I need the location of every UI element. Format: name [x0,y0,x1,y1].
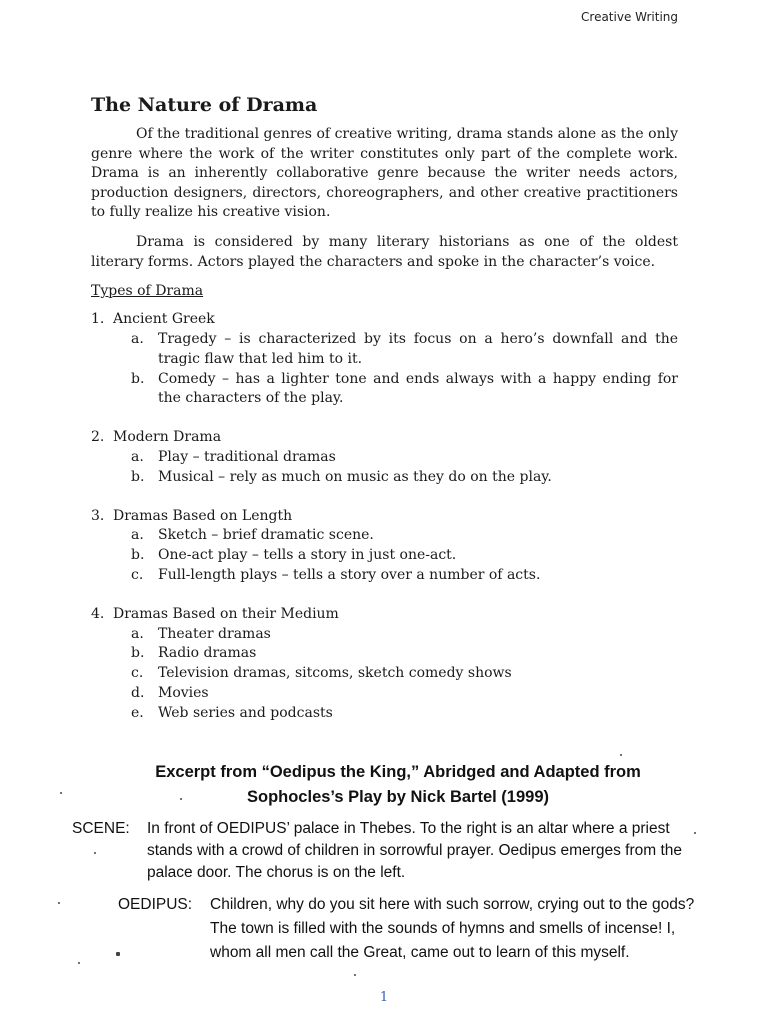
list-letter: b. [131,468,145,485]
drama-type-group [91,605,678,724]
types-list [91,310,678,723]
history-paragraph: Drama is considered by many literary historians as one of the oldest literary forms. Actors played the characters and spoke in the character’s voice. [91,233,678,270]
drama-type-label: Modern Drama [113,429,222,446]
excerpt-title [82,760,714,810]
list-item-text: Television dramas, sitcoms, sketch comedy shows [158,665,512,682]
speech-block [54,893,714,965]
list-number: 4. [91,605,105,622]
scan-speck [60,792,62,794]
list-item [91,625,678,645]
list-item-text: Radio dramas [158,645,257,662]
scan-speck [58,902,60,904]
scan-speck [694,832,696,834]
scan-speck [620,754,622,756]
list-item-text: Web series and podcasts [158,704,333,721]
list-letter: a. [131,625,144,642]
drama-type-heading [91,310,678,330]
list-letter: b. [131,370,145,387]
list-letter: e. [131,704,144,721]
list-item [91,526,678,546]
list-letter: d. [131,684,145,701]
list-item [91,468,678,488]
drama-type-label: Ancient Greek [113,311,215,328]
drama-type-heading [91,605,678,625]
list-item-text: Comedy – has a lighter tone and ends always with a happy ending for the characters of the play. [158,370,678,407]
scene-block [54,818,714,884]
drama-type-group [91,310,678,409]
types-heading: Types of Drama [91,283,204,300]
document-body [91,92,678,724]
speaker-label: OEDIPUS: [118,896,193,913]
list-number: 2. [91,429,105,446]
scan-speck [78,962,80,964]
excerpt-title-line-1: Excerpt from “Oedipus the King,” Abridged and Adapted from [155,763,641,781]
list-item [91,330,678,370]
intro-paragraph: Of the traditional genres of creative writing, drama stands alone as the only genre where the work of the writer constitutes only part of the complete work. Drama is an inherently collaborative genre because the writer needs actors, production designers, directors, choreographers, and other creative practitioners to fully realize his creative vision. [91,126,678,221]
list-letter: c. [131,665,144,682]
list-item-text: Movies [158,684,209,701]
list-item [91,448,678,468]
page-title: The Nature of Drama [91,94,318,116]
list-item [91,566,678,586]
scene-label: SCENE: [72,820,130,837]
list-item-text: Sketch – brief dramatic scene. [158,527,374,544]
scene-text: In front of OEDIPUS’ palace in Thebes. To the right is an altar where a priest stands with a crowd of children in sorrowful prayer. Oedipus emerges from the palace door. The chorus is on the left. [147,820,682,881]
drama-type-heading [91,507,678,527]
drama-type-group [91,507,678,586]
list-item-text: Musical – rely as much on music as they do on the play. [158,468,552,485]
list-item [91,684,678,704]
scan-speck [354,974,356,976]
list-item-text: One-act play – tells a story in just one-act. [158,547,457,564]
running-header: Creative Writing [581,10,678,24]
list-item [91,644,678,664]
excerpt-scan [54,752,714,982]
list-item-text: Full-length plays – tells a story over a number of acts. [158,566,541,583]
excerpt-title-line-2: Sophocles’s Play by Nick Bartel (1999) [246,788,550,806]
drama-type-group [91,428,678,487]
list-number: 1. [91,311,105,328]
list-letter: a. [131,330,144,347]
list-item-text: Theater dramas [158,625,271,642]
drama-type-label: Dramas Based on Length [113,507,293,524]
list-letter: a. [131,527,144,544]
list-item-text: Play – traditional dramas [158,448,336,465]
list-item [91,546,678,566]
list-item [91,370,678,410]
list-letter: a. [131,448,144,465]
list-number: 3. [91,507,105,524]
drama-type-label: Dramas Based on their Medium [113,605,339,622]
list-letter: b. [131,645,145,662]
page-number: 1 [379,990,389,1005]
list-item-text: Tragedy – is characterized by its focus on a hero’s downfall and the tragic flaw that led him to it. [158,330,678,367]
list-item [91,704,678,724]
list-letter: c. [131,566,144,583]
scan-speck [180,798,182,800]
list-item [91,664,678,684]
drama-type-heading [91,428,678,448]
scan-speck [116,952,120,956]
speech-text: Children, why do you sit here with such sorrow, crying out to the gods? The town is filled with the sounds of hymns and smells of incense! I, whom all men call the Great, came out to learn of this myself. [210,896,695,961]
list-letter: b. [131,547,145,564]
scan-speck [94,852,96,854]
